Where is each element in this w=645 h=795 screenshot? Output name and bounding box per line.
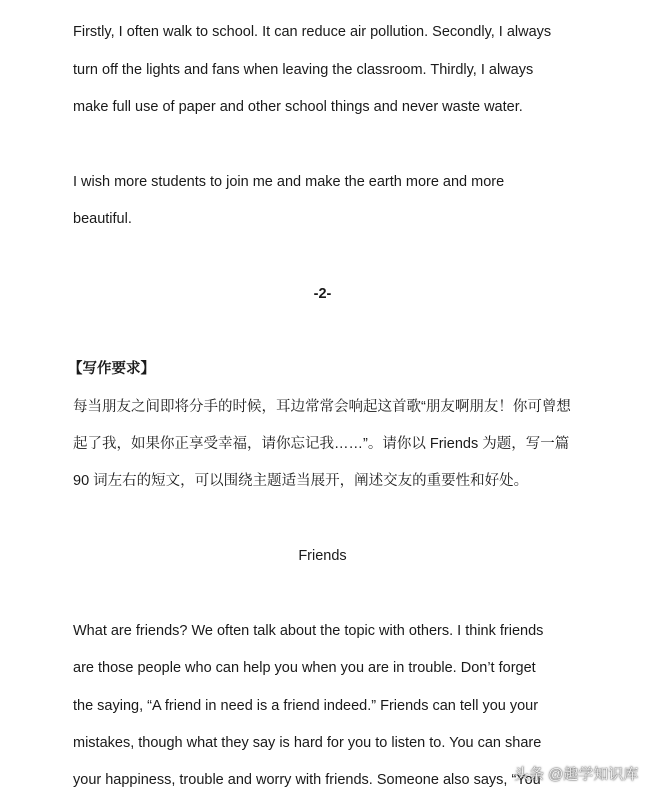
section-number: -2- <box>313 286 332 302</box>
essay-line: are those people who can help you when you are in trouble. Don’t forget <box>73 660 536 676</box>
para2-line: I wish more students to join me and make the earth more and more <box>73 174 505 190</box>
essay-title: Friends <box>298 548 347 564</box>
essay-line: mistakes, though what they say is hard for you to listen to. You can share <box>73 735 542 751</box>
essay-line: your happiness, trouble and worry with friends. Someone also says, “You <box>73 772 541 788</box>
essay-line: What are friends? We often talk about the topic with others. I think friends <box>73 623 544 639</box>
para1-line: turn off the lights and fans when leaving the classroom. Thirdly, I always <box>73 62 534 78</box>
para2-line: beautiful. <box>73 211 132 227</box>
requirement-line: 90 词左右的短文，可以围绕主题适当展开，阐述交友的重要性和好处。 <box>73 473 529 489</box>
essay-line: the saying, “A friend in need is a friend indeed.” Friends can tell you your <box>73 698 539 714</box>
watermark: 头条 @趣学知识库 <box>514 766 639 783</box>
requirement-heading: 【写作要求】 <box>68 361 155 377</box>
requirement-line: 每当朋友之间即将分手的时候，耳边常常会响起这首歌“朋友啊朋友！你可曾想 <box>73 399 571 415</box>
para1-line: make full use of paper and other school things and never waste water. <box>73 99 523 115</box>
requirement-line: 起了我，如果你正享受幸福，请你忘记我……”。请你以 Friends 为题，写一篇 <box>73 436 570 452</box>
para1-line: Firstly, I often walk to school. It can reduce air pollution. Secondly, I always <box>73 24 552 40</box>
